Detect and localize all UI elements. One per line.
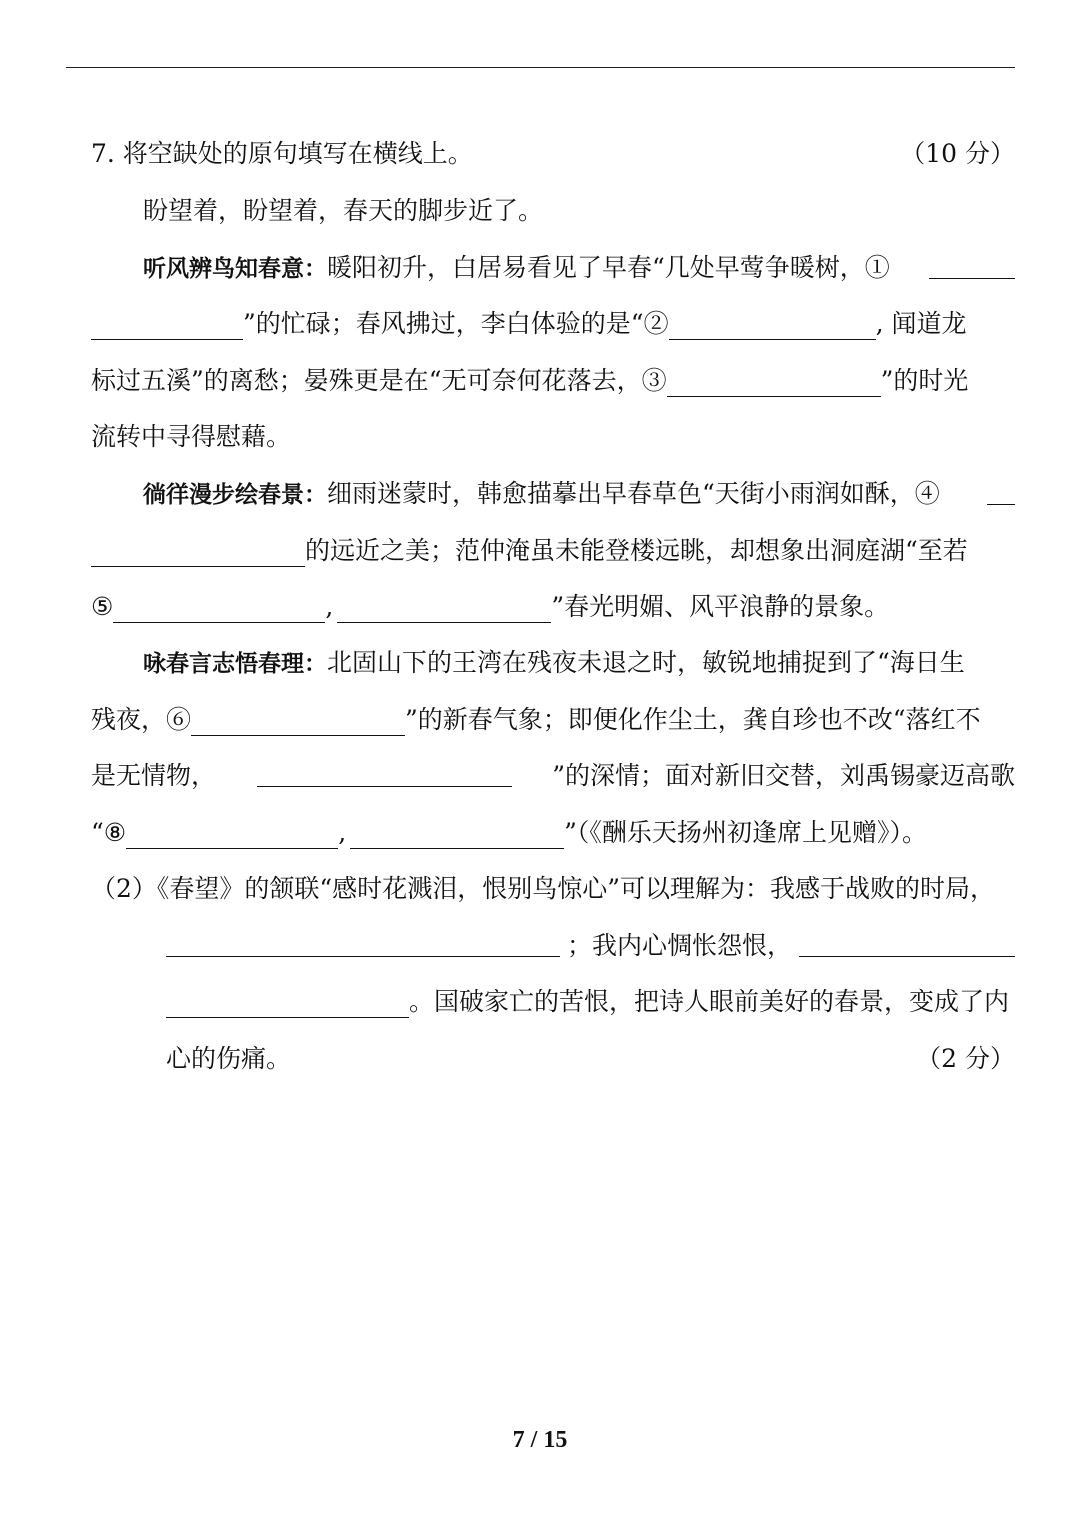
blank-4b[interactable] <box>91 534 305 567</box>
s3-text-8: ”（《酬乐天扬州初逢席上见赠》）。 <box>564 818 927 847</box>
q7-2-text-1: （2）《春望》的颔联“感时花溅泪，恨别鸟惊心”可以理解为：我感于战败的时局， <box>91 874 995 903</box>
s2-text-2: 的远近之美；范仲淹虽未能登楼远眺，却想象出洞庭湖“至若 <box>305 536 968 565</box>
answer-blank-2a[interactable] <box>799 924 1015 957</box>
blank-5a[interactable] <box>113 590 325 623</box>
s3-text-7: , <box>338 818 347 847</box>
question-7-title-line <box>91 132 1015 176</box>
s3-text-2: 残夜，⑥ <box>91 705 192 734</box>
q7-2-text-3: 。国破家亡的苦恨，把诗人眼前美好的春景，变成了内 <box>409 987 1010 1016</box>
s1-text-3: , 闻道龙 <box>875 309 967 338</box>
s1-text-4: 标过五溪”的离愁；晏殊更是在“无可奈何花落去，③ <box>91 366 667 395</box>
intro-text: 盼望着，盼望着，春天的脚步近了。 <box>143 196 544 225</box>
s1-text-2: ”的忙碌；春风拂过，李白体验的是“② <box>243 309 669 338</box>
s1-line-1 <box>143 246 1015 290</box>
answer-blank-2b[interactable] <box>166 985 409 1018</box>
s3-text-3: ”的新春气象；即便化作尘土，龚自珍也不改“落红不 <box>405 705 981 734</box>
q7-2-text-2: ；我内心惆怅怨恨， <box>566 931 792 960</box>
blank-8b[interactable] <box>350 816 564 849</box>
blank-2[interactable] <box>669 307 876 340</box>
s1-text-5: ”的时光 <box>880 366 969 395</box>
blank-8a[interactable] <box>126 816 338 849</box>
s2-text-5: ”春光明媚、风平浪静的景象。 <box>551 592 890 621</box>
blank-3[interactable] <box>667 364 881 397</box>
blank-7[interactable] <box>257 754 512 787</box>
s1-line-4 <box>91 415 1015 459</box>
s3-line-3 <box>91 754 1015 798</box>
s3-line-1 <box>143 641 1015 685</box>
s2-line-3 <box>91 585 1015 629</box>
s1-line-2 <box>91 302 1015 346</box>
s2-text-3: ⑤ <box>91 592 114 621</box>
s1-text-1: 暖阳初升，白居易看见了早春“几处早莺争暖树，① <box>327 253 890 282</box>
q7-2-score: （2 分） <box>916 1044 1015 1073</box>
blank-5b[interactable] <box>337 590 551 623</box>
s1-line-3 <box>91 359 1015 403</box>
s3-text-6: “⑧ <box>91 818 127 847</box>
s1-text-6: 流转中寻得慰藉。 <box>91 422 292 451</box>
blank-4a[interactable] <box>987 472 1015 505</box>
q7-2-line-2 <box>166 924 1015 968</box>
q7-2-line-4 <box>166 1037 1015 1081</box>
intro-line <box>143 189 1015 233</box>
s1-heading: 听风辨鸟知春意： <box>143 256 327 282</box>
answer-blank-1[interactable] <box>166 924 560 957</box>
blank-1a[interactable] <box>929 246 1015 279</box>
q7-2-line-1 <box>91 867 1015 911</box>
s3-text-1: 北固山下的王湾在残夜未退之时，敏锐地捕捉到了“海日生 <box>327 648 965 677</box>
page-number: 7 / 15 <box>512 1427 568 1453</box>
q7-2-text-4: 心的伤痛。 <box>166 1044 292 1073</box>
s2-line-1 <box>143 472 1015 516</box>
s3-line-2 <box>91 698 1015 742</box>
blank-1b[interactable] <box>91 307 243 340</box>
header-rule <box>66 67 1015 68</box>
s2-text-1: 细雨迷蒙时，韩愈描摹出早春草色“天街小雨润如酥，④ <box>327 479 940 508</box>
s3-line-4 <box>91 811 1015 855</box>
question-7-score: （10 分） <box>900 139 1015 168</box>
question-7-title: 7. 将空缺处的原句填写在横线上。 <box>91 139 473 168</box>
s3-text-4: 是无情物， <box>91 761 217 790</box>
s3-text-5: ”的深情；面对新旧交替，刘禹锡豪迈高歌 <box>552 761 1015 790</box>
s3-heading: 咏春言志悟春理： <box>143 651 327 677</box>
s2-text-4: , <box>325 592 334 621</box>
q7-2-line-3 <box>166 980 1015 1024</box>
s2-line-2 <box>91 529 1015 573</box>
s2-heading: 徜徉漫步绘春景： <box>143 482 327 508</box>
blank-6[interactable] <box>191 703 405 736</box>
